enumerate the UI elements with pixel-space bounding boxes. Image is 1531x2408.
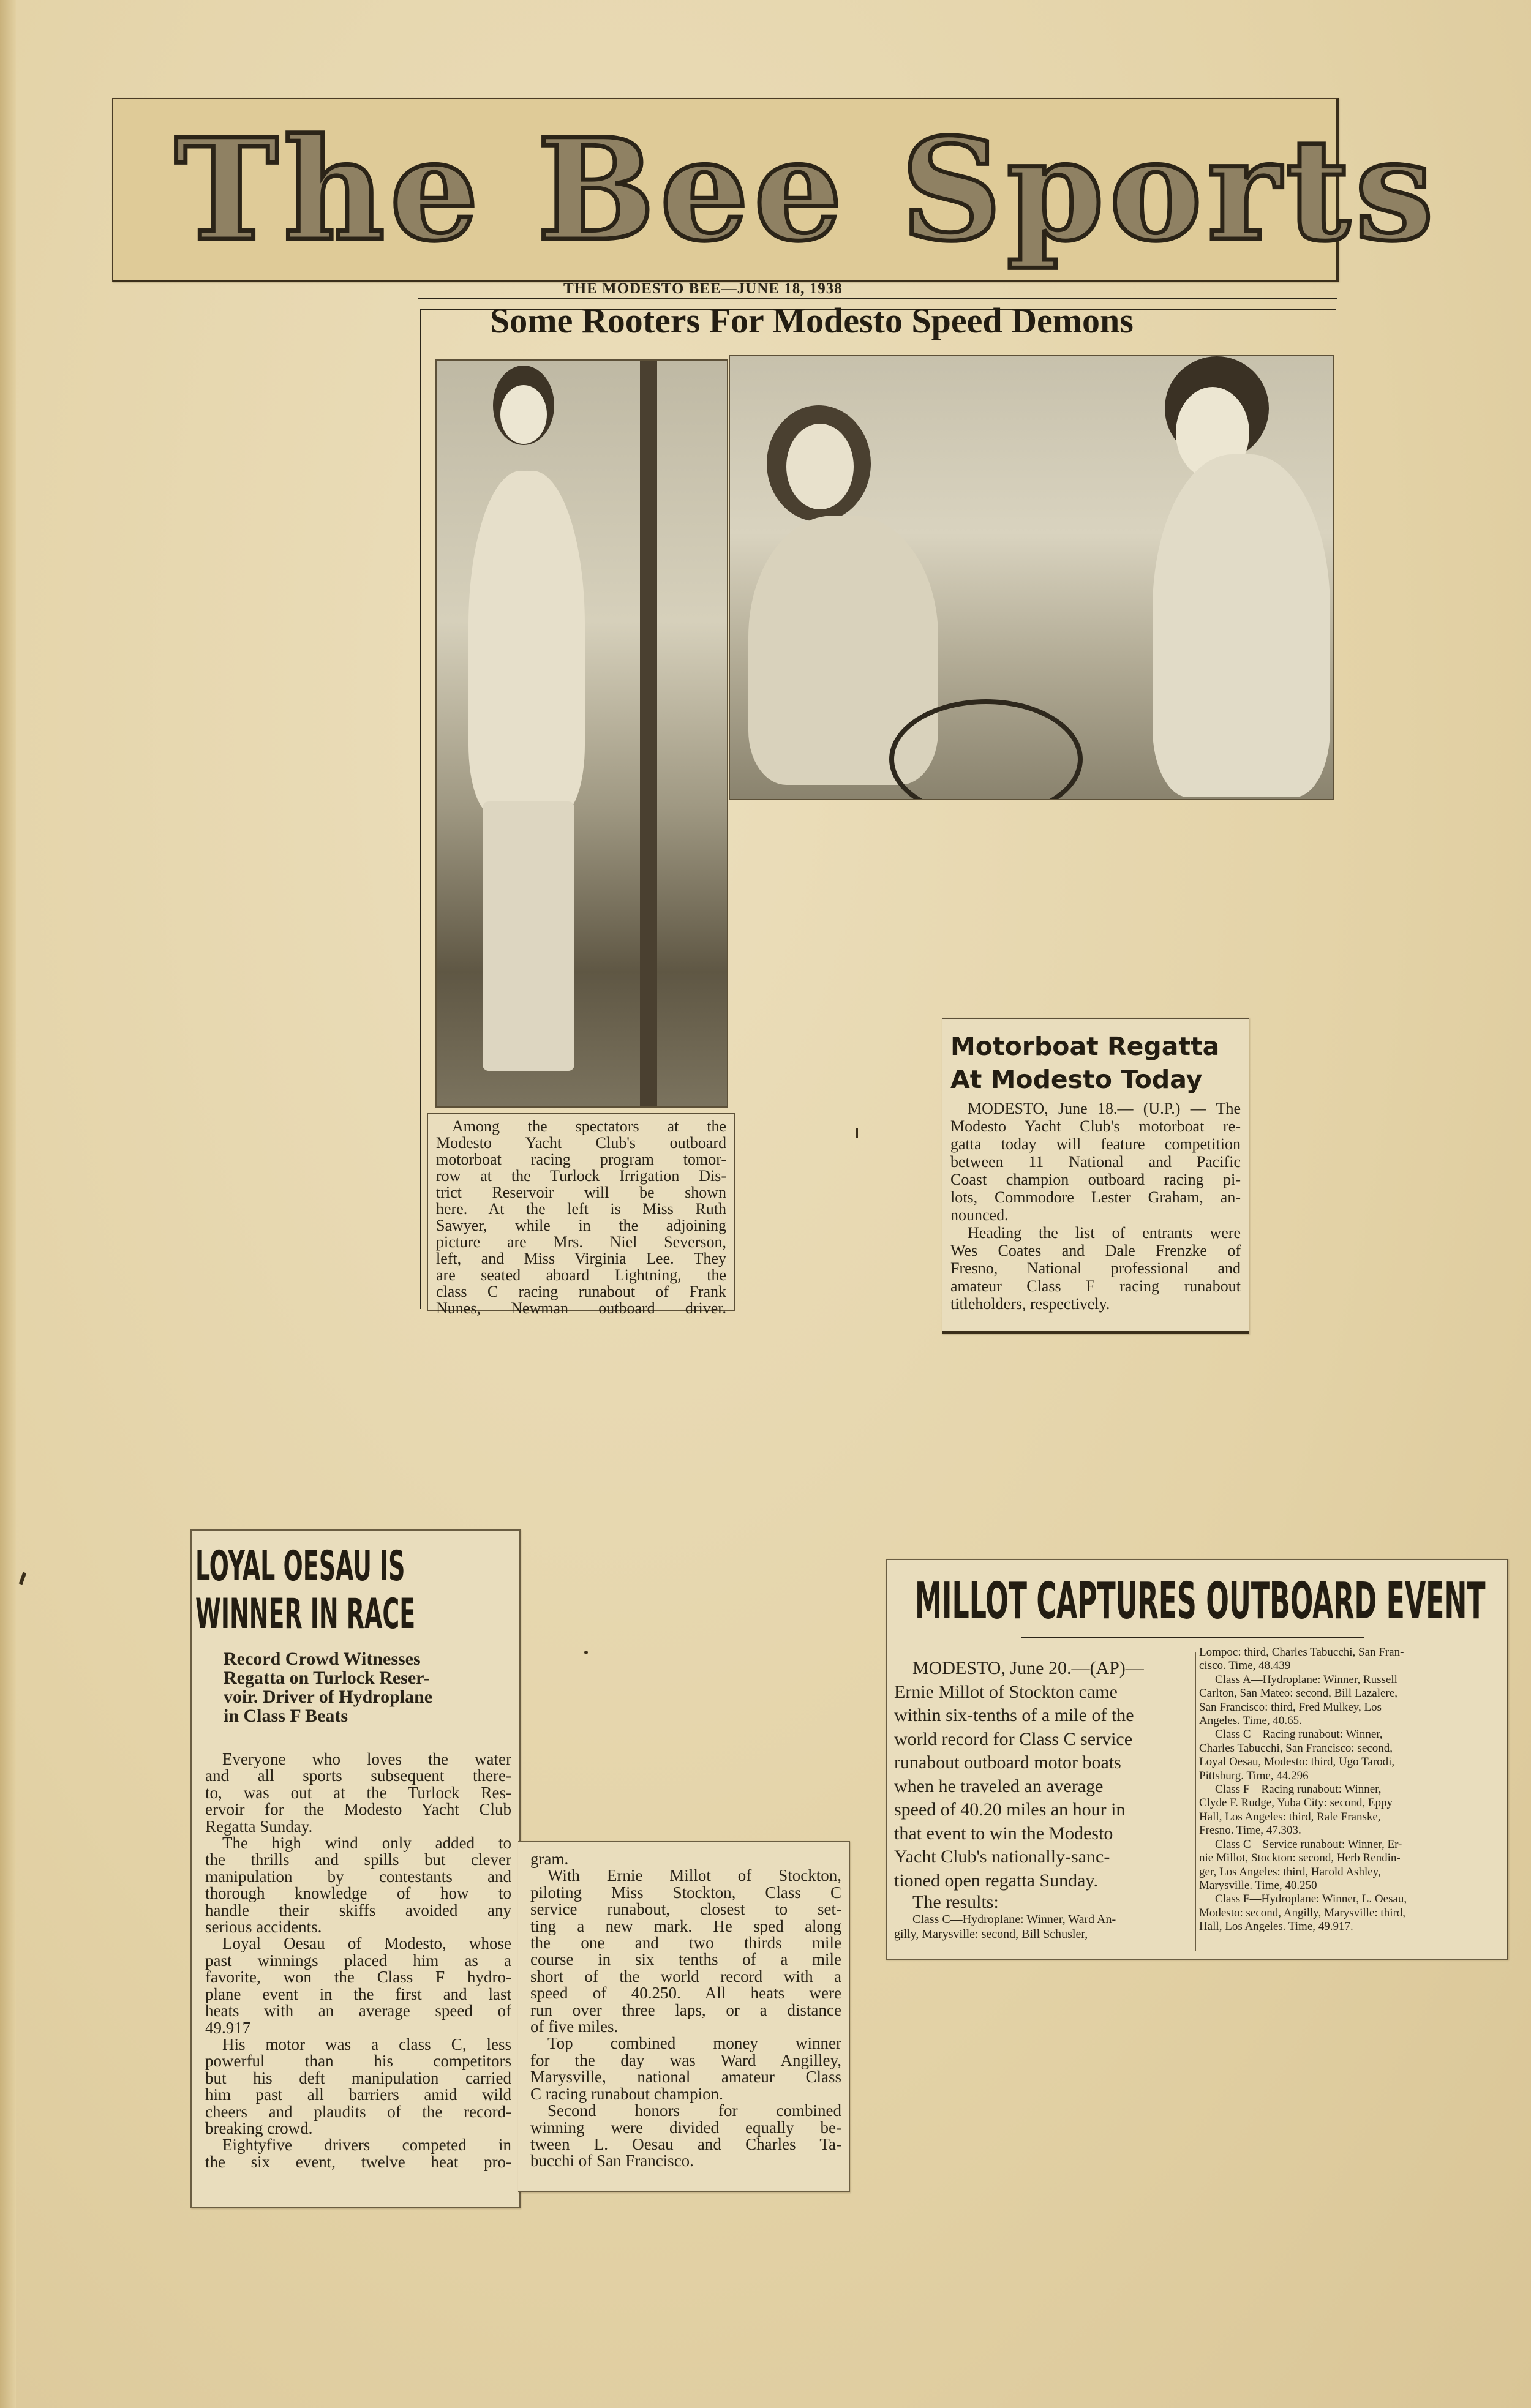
oesau-line: Marysville, national amateur Class	[530, 2068, 841, 2087]
oesau-subhead-line: Regatta on Turlock Reser-	[224, 1668, 430, 1688]
oesau-line: for the day was Ward Angilley,	[530, 2050, 841, 2069]
millot-result-line: cisco. Time, 48.439	[1199, 1659, 1291, 1673]
oesau-line: thorough knowledge of how to	[205, 1884, 511, 1903]
regatta-line: nounced.	[950, 1206, 1009, 1224]
regatta-line: Wes Coates and Dale Frenzke of	[950, 1242, 1241, 1259]
millot-result-line: Lompoc: third, Charles Tabucchi, San Fran-	[1199, 1646, 1404, 1659]
millot-line: MODESTO, June 20.—(AP)—	[912, 1658, 1144, 1678]
millot-result-line: Fresno. Time, 47.303.	[1199, 1824, 1301, 1837]
photo-severson-lee	[729, 355, 1334, 800]
millot-line: runabout outboard motor boats	[894, 1752, 1121, 1772]
caption-line: Among the spectators at the	[452, 1117, 726, 1135]
millot-result-line: Class A—Hydroplane: Winner, Russell	[1215, 1673, 1397, 1686]
oesau-line: favorite, won the Class F hydro-	[205, 1968, 511, 1987]
millot-headline-rule	[1021, 1637, 1364, 1638]
caption-line: Nunes, Newman outboard driver.	[436, 1299, 726, 1317]
oesau-subhead-line: Record Crowd Witnesses	[224, 1649, 421, 1669]
oesau-subhead-line: voir. Driver of Hydroplane	[224, 1687, 433, 1707]
oesau-line: tween L. Oesau and Charles Ta-	[530, 2134, 841, 2153]
millot-result-line: nie Millot, Stockton: second, Herb Rendin-	[1199, 1851, 1401, 1865]
millot-result-line: Class F—Racing runabout: Winner,	[1215, 1783, 1382, 1796]
oesau-line: ting a new mark. He sped along	[530, 1916, 841, 1935]
millot-line: world record for Class C service	[894, 1728, 1133, 1749]
oesau-headline-line: LOYAL OESAU IS	[195, 1542, 405, 1591]
millot-result-line: Hall, Los Angeles: third, Rale Franske,	[1199, 1810, 1381, 1823]
millot-result-line: Charles Tabucchi, San Francisco: second,	[1199, 1741, 1393, 1755]
oesau-line: service runabout, closest to set-	[530, 1900, 841, 1919]
oesau-column-2	[530, 1851, 841, 2170]
oesau-line: gram.	[530, 1850, 569, 1868]
regatta-body	[950, 1100, 1241, 1313]
oesau-line: short of the world record with a	[530, 1967, 841, 1986]
millot-result-line: Class C—Hydroplane: Winner, Ward An-	[912, 1913, 1116, 1926]
oesau-line: 49.917	[205, 2018, 251, 2037]
millot-results-column	[1199, 1646, 1502, 1934]
caption-line: here. At the left is Miss Ruth	[436, 1200, 726, 1218]
caption-line: left, and Miss Virginia Lee. They	[436, 1250, 726, 1267]
oesau-line: to, was out at the Turlock Res-	[205, 1783, 511, 1802]
oesau-line: powerful than his competitors	[205, 2052, 511, 2071]
millot-line: The results:	[912, 1892, 999, 1912]
oesau-line: the thrills and spills but clever	[205, 1850, 511, 1869]
oesau-line: Loyal Oesau of Modesto, whose	[222, 1934, 511, 1953]
oesau-line: him past all barriers amid wild	[205, 2085, 511, 2104]
oesau-line: serious accidents.	[205, 1918, 322, 1937]
oesau-line: and all sports subsequent there-	[205, 1766, 511, 1785]
regatta-line: gatta today will feature competition	[950, 1135, 1241, 1153]
photo-figure	[468, 471, 585, 814]
oesau-line: His motor was a class C, less	[222, 2035, 511, 2054]
oesau-line: Eightyfive drivers competed in	[222, 2136, 511, 2155]
millot-result-line: gilly, Marysville: second, Bill Schusler,	[894, 1927, 1088, 1941]
scrapbook-page-edge	[0, 0, 16, 2408]
oesau-column-1	[205, 1751, 511, 2170]
oesau-line: Everyone who loves the water	[222, 1750, 511, 1768]
millot-result-line: Class F—Hydroplane: Winner, L. Oesau,	[1215, 1892, 1407, 1906]
masthead-title: The Bee Sports	[175, 108, 1439, 272]
millot-result-line: Hall, Los Angeles. Time, 49.917.	[1199, 1920, 1353, 1934]
millot-result-line: ger, Los Angeles: third, Harold Ashley,	[1199, 1865, 1381, 1878]
oesau-line: cheers and plaudits of the record-	[205, 2102, 511, 2121]
regatta-headline	[950, 1030, 1219, 1096]
oesau-line: handle their skiffs avoided any	[205, 1900, 511, 1919]
millot-line: tioned open regatta Sunday.	[894, 1870, 1098, 1891]
oesau-line: but his deft manipulation carried	[205, 2068, 511, 2087]
millot-result-line: Class C—Service runabout: Winner, Er-	[1215, 1837, 1402, 1851]
caption-line: class C racing runabout of Frank	[436, 1283, 726, 1300]
millot-result-line: Loyal Oesau, Modesto: third, Ugo Tarodi,	[1199, 1755, 1395, 1769]
oesau-line: breaking crowd.	[205, 2118, 313, 2137]
millot-headline: MILLOT CAPTURES OUTBOARD EVENT	[915, 1572, 1486, 1630]
oesau-line: of five miles.	[530, 2017, 619, 2036]
millot-result-line: Marysville. Time, 40.250	[1199, 1878, 1317, 1892]
pencil-mark	[584, 1651, 588, 1654]
dateline-rule-top	[418, 298, 1337, 299]
regatta-line: Coast champion outboard racing pi-	[950, 1171, 1241, 1188]
millot-column-1	[894, 1657, 1194, 1941]
oesau-line: the one and two thirds mile	[530, 1934, 841, 1952]
oesau-line: ervoir for the Modesto Yacht Club	[205, 1800, 511, 1819]
regatta-line: MODESTO, June 18.— (U.P.) — The	[968, 1100, 1241, 1117]
millot-result-line: Angeles. Time, 40.65.	[1199, 1714, 1302, 1728]
regatta-line: between 11 National and Pacific	[950, 1153, 1241, 1171]
regatta-line: amateur Class F racing runabout	[950, 1277, 1241, 1295]
millot-result-line: San Francisco: third, Fred Mulkey, Los	[1199, 1700, 1382, 1714]
oesau-line: The high wind only added to	[222, 1834, 511, 1853]
millot-clipping	[886, 1559, 1508, 1960]
regatta-clipping	[942, 1018, 1249, 1334]
photo-ruth-sawyer	[435, 359, 728, 1108]
millot-result-line: Carlton, San Mateo: second, Bill Lazalere,	[1199, 1687, 1397, 1700]
caption-line: row at the Turlock Irrigation Dis-	[436, 1167, 726, 1185]
oesau-line: Regatta Sunday.	[205, 1817, 313, 1836]
photo-figure-body-right	[1153, 454, 1330, 797]
millot-column-divider	[1195, 1652, 1196, 1951]
oesau-line: manipulation by contestants and	[205, 1867, 511, 1886]
oesau-line: winning were divided equally be-	[530, 2118, 841, 2137]
photo-headline: Some Rooters For Modesto Speed Demons	[490, 301, 1134, 340]
oesau-headline-line: WINNER IN RACE	[195, 1590, 416, 1638]
oesau-line: plane event in the first and last	[205, 1984, 511, 2003]
millot-result-line: Pittsburg. Time, 44.296	[1199, 1769, 1309, 1782]
millot-line: Yacht Club's nationally-sanc-	[894, 1847, 1110, 1867]
oesau-line: past winnings placed him as a	[205, 1951, 511, 1970]
millot-result-line: Clyde F. Rudge, Yuba City: second, Eppy	[1199, 1796, 1393, 1810]
regatta-line: Fresno, National professional and	[950, 1259, 1241, 1277]
oesau-clipping-continued	[518, 1841, 850, 2192]
oesau-line: With Ernie Millot of Stockton,	[547, 1866, 841, 1885]
millot-line: Ernie Millot of Stockton came	[894, 1681, 1118, 1702]
photo-figure-face	[500, 385, 547, 444]
regatta-headline-line: At Modesto Today	[950, 1065, 1203, 1094]
oesau-line: course in six tenths of a mile	[530, 1950, 841, 1969]
photo-caption	[436, 1118, 726, 1316]
caption-line: are seated aboard Lightning, the	[436, 1266, 726, 1284]
caption-line: trict Reservoir will be shown	[436, 1183, 726, 1201]
millot-line: that event to win the Modesto	[894, 1823, 1113, 1844]
oesau-line: bucchi of San Francisco.	[530, 2151, 694, 2170]
photo-figure-face-left	[786, 424, 854, 509]
pencil-mark	[856, 1128, 858, 1138]
oesau-clipping	[190, 1529, 521, 2208]
caption-line: Modesto Yacht Club's outboard	[436, 1134, 726, 1152]
oesau-line: speed of 40.250. All heats were	[530, 1984, 841, 2003]
oesau-line: run over three laps, or a distance	[530, 2000, 841, 2019]
oesau-subhead	[224, 1649, 432, 1725]
dateline: THE MODESTO BEE—JUNE 18, 1938	[563, 280, 843, 297]
photo-figure-legs	[483, 801, 574, 1071]
photo-frame-left	[420, 309, 421, 1309]
caption-line: picture are Mrs. Niel Severson,	[436, 1233, 726, 1251]
regatta-line: lots, Commodore Lester Graham, an-	[950, 1188, 1241, 1206]
regatta-headline-line: Motorboat Regatta	[950, 1032, 1220, 1061]
millot-line: speed of 40.20 miles an hour in	[894, 1799, 1126, 1820]
regatta-line: Modesto Yacht Club's motorboat re-	[950, 1117, 1241, 1135]
millot-line: within six-tenths of a mile of the	[894, 1705, 1134, 1725]
oesau-line: piloting Miss Stockton, Class C	[530, 1883, 841, 1902]
oesau-subhead-line: in Class F Beats	[224, 1706, 348, 1726]
masthead-clipping	[112, 98, 1439, 282]
pencil-mark	[19, 1572, 26, 1585]
oesau-headline	[195, 1543, 415, 1638]
millot-line: when he traveled an average	[894, 1776, 1104, 1796]
millot-result-line: Modesto: second, Angilly, Marysville: third,	[1199, 1906, 1406, 1919]
regatta-line: Heading the list of entrants were	[968, 1224, 1241, 1242]
oesau-line: C racing runabout champion.	[530, 2084, 723, 2103]
oesau-line: Top combined money winner	[547, 2034, 841, 2053]
oesau-line: Second honors for combined	[547, 2101, 841, 2120]
caption-line: motorboat racing program tomor-	[436, 1150, 726, 1168]
caption-line: Sawyer, while in the adjoining	[436, 1217, 726, 1234]
oesau-line: heats with an average speed of	[205, 2001, 511, 2020]
regatta-line: titleholders, respectively.	[950, 1295, 1110, 1313]
oesau-line: the six event, twelve heat pro-	[205, 2152, 511, 2171]
millot-result-line: Class C—Racing runabout: Winner,	[1215, 1728, 1383, 1741]
